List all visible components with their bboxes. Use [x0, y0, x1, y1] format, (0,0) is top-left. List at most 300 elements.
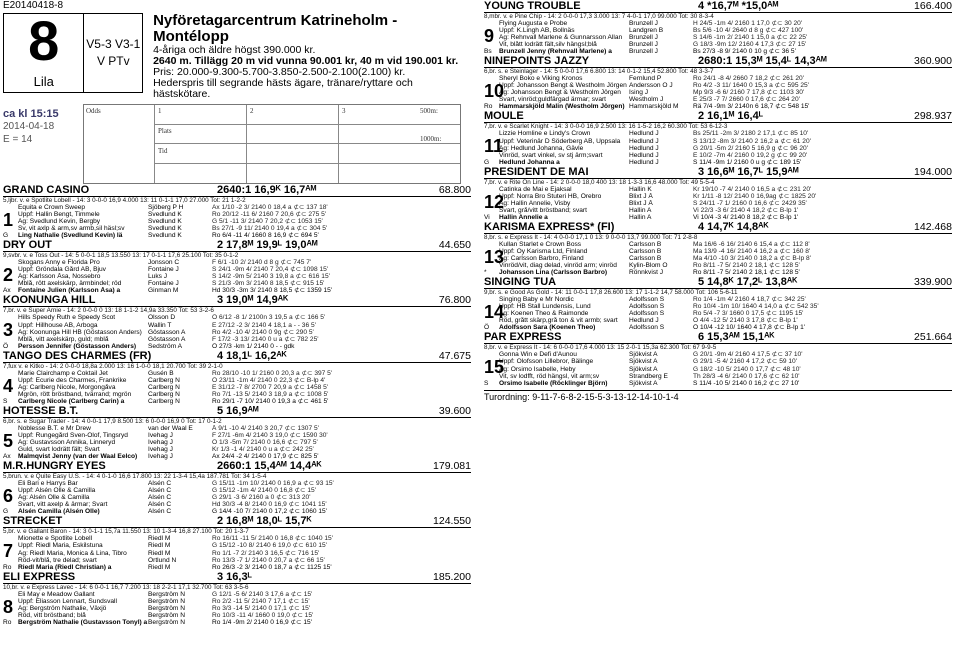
horse-start-number: 8 — [3, 596, 14, 617]
row-text: Äg: Orsimo Isabelle, Heby — [499, 365, 576, 373]
row-text: Uppf: Oy Karisma Ltd, Finland — [499, 247, 588, 255]
row-driver: Riedl M — [148, 542, 171, 550]
horse-info-row — [18, 329, 471, 336]
horse-earnings: 44.650 — [438, 239, 471, 252]
horse-name: DRY OUT — [3, 239, 52, 252]
row-result: Ro 8/11 -7 5/ 2140 2 18,1 ⊄⊂ 128 5' — [693, 262, 800, 270]
horse-info-row — [18, 487, 471, 494]
left-horse-list — [3, 185, 471, 626]
driver-name: Persson Jennifer (Göstasson Anders) — [18, 342, 137, 350]
row-text: Uppf: Riedl Maria, Eskilstuna — [18, 542, 103, 550]
row-result: Ö 10/4 -12 10/ 1640 4 17,8 ⊄⊂ B-lp 1' — [693, 324, 806, 332]
driver-name: Hammarskjöld Malin (Westholm Jörgen) — [499, 103, 625, 111]
horse-info-row — [18, 480, 471, 487]
row-driver: Adolfsson S — [629, 296, 665, 304]
row-result: Hd 30/3 -4 8/ 2140 0 16,9 ⊄⊂ 1041 15' — [212, 501, 327, 509]
row-result: Ö 6/12 -8 1/ 2100n 3 19,5 a ⊄⊂ 166 5' — [212, 314, 326, 322]
home-track: Ro — [484, 103, 493, 111]
horse-info-row — [499, 262, 952, 269]
row-driver: Göstasson A — [148, 335, 186, 343]
horse-info-row — [18, 273, 471, 280]
row-result: Rä 7/4 -9m 3/ 2140n 6 18,7 ⊄⊂ 548 15' — [693, 103, 810, 111]
row-text: Äg: Svedlund Kevin, Bergby — [18, 218, 101, 226]
driver-name: Adolfsson Sara (Koenen Theo) — [499, 324, 596, 332]
row-text: Äg: Riedl Maria, Monica & Lina, Tibro — [18, 549, 127, 557]
horse-info-row — [18, 432, 471, 439]
horse-records: 5 14,8ᴷ 17,2ᴸ 13,8ᴬᴷ — [698, 276, 798, 289]
row-text: Vinröd, svart vinkel, sv stj ärm;svart — [499, 151, 603, 159]
row-result: S 24/11 -7 1/ 2160 0 16,6 ⊄⊂ 2429 35' — [693, 199, 807, 207]
horse-header — [484, 277, 952, 289]
horse-pedigree-stats: 7,fux v. e Kitko - 14: 2 0-0-0 18,8a 2.000 13: 16 1-0-0 18,1 20.700 Tot: 39 2-1-0 — [3, 362, 223, 370]
row-driver: Hedlund J — [629, 151, 659, 159]
horse-driver-row — [3, 232, 471, 239]
horse-header — [3, 572, 471, 584]
row-result: Ro 1/4 -1m 4/ 2160 4 18,7 ⊄⊂ 342 25' — [693, 296, 806, 304]
horse-info-row — [18, 211, 471, 218]
horse-info-row — [499, 89, 952, 96]
row-driver: Andersson O J — [629, 82, 673, 90]
horse-driver-row — [3, 287, 471, 294]
horse-name: HOTESSE B.T. — [3, 404, 79, 417]
row-result: Ö 1/3 -5m 7/ 2140 0 16,6 ⊄⊂ 797 5' — [212, 439, 318, 447]
driver-name: Ling Nathalie (Svedlund Kevin) lä — [18, 232, 123, 240]
row-driver: Blixt J Å — [629, 199, 653, 207]
horse-records: 4 18,1ᴸ 16,2ᴬᴷ — [217, 349, 287, 362]
row-text: Uppf: Johansson Bengt & Westholm Jörgen — [499, 82, 627, 90]
row-result: Vi 10/4 -3 4/ 2140 8 18,2 ⊄⊂ B-lp 1' — [693, 213, 799, 221]
horse-driver-row — [3, 564, 471, 571]
row-result: F 17/2 -3 13/ 2140 0 u a ⊄⊂ 782 25' — [212, 335, 319, 343]
horse-earnings: 298.937 — [914, 110, 952, 123]
horse-info-row — [499, 207, 952, 214]
horse-records: 4 14,7ᴷ 14,8ᴬᴷ — [698, 220, 769, 233]
horse-info-row — [18, 550, 471, 557]
horse-start-number: 5 — [3, 430, 14, 451]
row-driver: Strandberg E — [629, 372, 668, 380]
horse-header — [484, 222, 952, 234]
race-date: 2014-04-18 — [3, 121, 55, 132]
row-text: Singing Baby e Mr Nordic — [499, 296, 574, 304]
row-driver: Ivehag J — [148, 453, 173, 461]
horse-earnings: 47.675 — [438, 349, 471, 362]
row-result: Hd 30/3 -3m 3/ 2140 8 18,5 ⊄⊂ 1359 15' — [212, 287, 333, 295]
horse-info-row — [18, 494, 471, 501]
row-result: G 29/1 -3 6/ 2160 a 0 ⊄⊂ 313 20' — [212, 494, 311, 502]
row-text: Uppf: Veterinär D Söderberg AB, Uppsala — [499, 137, 621, 145]
home-track: G — [484, 158, 490, 166]
horse-info-row — [18, 314, 471, 321]
horse-info-row — [499, 27, 952, 34]
row-result: Ma 16/6 -6 16/ 2140 6 15,4 a ⊄⊂ 112 8' — [693, 240, 810, 248]
horse-earnings: 39.600 — [438, 404, 471, 417]
row-driver: Blixt J Å — [629, 192, 653, 200]
notes-grid — [83, 104, 461, 184]
horse-pedigree-stats: 5,br. v. e Gallant Baron - 14: 3 0-1-1 15,7a 11.550 13: 10 1-3-4 16,8 27.100 Tot: 20 1-3-7 — [3, 528, 249, 536]
row-text: Hills Speedy Ruth e Speedy Scot — [18, 314, 116, 322]
horse-earnings: 185.200 — [433, 570, 471, 583]
row-result: Kr 1/11 -8 12/ 2140 0 16,9ag ⊄⊂ 1825 20' — [693, 192, 817, 200]
horse-start-number: 1 — [3, 210, 14, 230]
horse-name: KARISMA EXPRESS* (FI) — [484, 220, 615, 233]
row-driver: Adolfsson S — [629, 303, 665, 311]
row-text: Äg: Hedlund Johanna, Gävle — [499, 144, 584, 152]
horse-entry — [3, 240, 471, 294]
row-result: Kr 19/10 -7 4/ 2140 0 16,5 a ⊄⊂ 231 20' — [693, 185, 812, 193]
driver-name: Brunzell Jenny (Rehnvall Marlene) a — [499, 48, 612, 56]
horse-driver-row — [3, 398, 471, 405]
right-horse-list — [484, 1, 952, 387]
horse-driver-row — [3, 619, 471, 626]
horse-driver-row — [3, 508, 471, 515]
grid-col-3: 3 — [342, 107, 346, 115]
horse-info-row — [18, 598, 471, 605]
row-driver: Alsén C — [148, 487, 172, 495]
horse-info-row — [18, 542, 471, 549]
horse-earnings: 142.468 — [914, 220, 952, 233]
horse-earnings: 179.081 — [433, 460, 471, 473]
horse-entry — [484, 277, 952, 331]
home-track: S — [484, 379, 489, 387]
horse-records: 2 16,8ᴹ 18,0ᴸ 15,7ᴷ — [217, 515, 312, 528]
horse-info-row — [18, 377, 471, 384]
row-driver: Hedlund J — [629, 158, 659, 166]
horse-info-row — [18, 259, 471, 266]
horse-records: 3 19,0ᴹ 14,9ᴬᴷ — [217, 294, 289, 307]
horse-info-row — [18, 446, 471, 453]
row-driver: Örtlund N — [148, 556, 177, 564]
row-result: F 27/1 -6m 4/ 2140 3 19,0 ⊄⊂ 1590 30' — [212, 431, 328, 439]
horse-driver-row — [484, 159, 952, 166]
row-result: Ro 3/3 -14 5/ 2140 0 17,1 ⊄⊂ 15' — [212, 604, 311, 612]
horse-name: ELI EXPRESS — [3, 570, 76, 583]
row-driver: Adolfsson S — [629, 324, 665, 332]
row-driver: Gusén B — [148, 369, 174, 377]
row-driver: Carlberg N — [148, 390, 180, 398]
row-result: S 11/4 -10 5/ 2140 0 16,2 ⊄⊂ 27 10' — [693, 379, 800, 387]
horse-info-row — [499, 317, 952, 324]
horse-entry — [484, 167, 952, 221]
row-result: Ro 2/2 -11 5/ 2140 7 17,1 ⊄⊂ 15' — [212, 597, 310, 605]
horse-pedigree-stats: 7,br. v. e Rite On Line - 14: 2 0-0-0 18,0 400 13: 18 1-3-3 16,6 48.000 Tot: 49 5-5-4 — [484, 178, 715, 186]
horse-start-number: 10 — [484, 81, 505, 102]
row-text: Uppf: Olofsson Lillebror, Bälinge — [499, 358, 594, 366]
row-result: Ro 8/11 -7 5/ 2140 2 18,1 ⊄⊂ 128 5' — [693, 269, 800, 277]
row-text: Röd, grått skärp,grå ton & vit armb; svart — [499, 317, 618, 325]
game-type-v5: V5-3 V3-1 — [86, 37, 141, 51]
horse-pedigree-stats: 9,svbr. v. e Toss Out - 14: 5 0-0-1 18,5 13.550 13: 17 0-1-1 17,6 25.100 Tot: 35 0-1-2 — [3, 252, 239, 260]
horse-entry — [3, 351, 471, 405]
horse-driver-row — [3, 343, 471, 350]
row-text: Uppf: Hallin Bengt, Timmele — [18, 211, 100, 219]
row-driver: Carlsson B — [629, 247, 662, 255]
row-result: Å 9/1 -10 4/ 2140 3 20,7 ⊄⊂ 1307 5' — [212, 424, 319, 432]
horse-pedigree-stats: 7,br. v. e Super Arnie - 14: 2 0-0-0 0 13: 18 1-1-2 14,9a 33.350 Tot: 53 3-2-6 — [3, 307, 214, 315]
horse-info-row — [18, 425, 471, 432]
horse-info-row — [18, 557, 471, 564]
row-driver: Sjökvist A — [629, 351, 658, 359]
row-text: Äg: Karlsson Åsa, Nossebro — [18, 273, 101, 281]
grid-col-1: 1 — [158, 107, 162, 115]
horse-start-number: 9 — [484, 26, 495, 46]
horse-info-row — [18, 370, 471, 377]
horse-info-row — [499, 20, 952, 27]
row-text: Äg: Gustavsson Annika, Linneryd — [18, 439, 116, 447]
race-description — [143, 13, 471, 100]
row-result: Ax 1/10 -2 3/ 2140 0 18,4 a ⊄⊂ 137 18' — [212, 204, 328, 211]
row-result: Kr 1/3 -1 4/ 2140 0 u a ⊄⊂ 242 25' — [212, 446, 314, 454]
horse-earnings: 339.900 — [914, 276, 952, 289]
right-column — [484, 0, 952, 672]
row-result: Ma 13/9 -4 16/ 2140 4 16,2 a ⊄⊂ 160 8' — [693, 247, 811, 255]
horse-info-row — [499, 152, 952, 159]
row-result: Bs 25/11 -2m 3/ 2180 2 17,1 ⊄⊂ 85 10' — [693, 130, 809, 138]
row-text: Uppf: HB Stall Lundensis, Lund — [499, 303, 591, 311]
home-track: Bs — [484, 48, 492, 56]
home-track: G — [3, 232, 9, 240]
horse-earnings: 194.000 — [914, 165, 952, 178]
row-driver: Bergström N — [148, 590, 186, 598]
horse-records: 2 16,1ᴹ 16,4ᴸ — [698, 110, 764, 123]
row-result: G 29/1 -5 4/ 2160 4 17,2 ⊄⊂ 59 10' — [693, 358, 797, 366]
row-result: Th 28/3 -4 6/ 2140 0 17,6 ⊄⊂ 62 10' — [693, 372, 800, 380]
home-track: Ax — [3, 453, 11, 461]
row-result: Mp 9/3 -6 6/ 2160 7 17,8 ⊄⊂ 1103 30' — [693, 89, 805, 97]
horse-pedigree-stats: 5,brun. v. e Quite Easy U.S. - 14: 4 0-1-0 16,6 17.800 13: 22 1-3-4 15,4a 187.781 Tot: 34 1-5-4 — [3, 473, 267, 481]
horse-records: 6 15,3ᴬᴹ 15,1ᴬᴷ — [698, 331, 775, 344]
row-text: Marie Clairchamp e Coktail Jet — [18, 369, 108, 377]
horse-earnings: 166.400 — [914, 0, 952, 12]
horse-info-row — [499, 366, 952, 373]
row-text: Catinka de Mai e Ejaksal — [499, 185, 572, 193]
row-text: Äg: Koenen Theo & Raimonde — [499, 310, 589, 318]
horse-info-row — [499, 193, 952, 200]
row-driver: Sjöberg P H — [148, 204, 184, 211]
horse-name: M.R.HUNGRY EYES — [3, 460, 106, 473]
row-result: Ro 4/2 -10 4/ 2140 0 9g ⊄⊂ 290 5' — [212, 328, 314, 336]
row-driver: Hallin A — [629, 213, 652, 221]
horse-records: 2640:1 16,9ᴷ 16,7ᴬᴹ — [217, 184, 317, 196]
row-driver: Bergström N — [148, 611, 186, 619]
horse-driver-row — [484, 380, 952, 387]
row-text: Äg: Rehnvall Marlene & Gunnarsson Allan — [499, 34, 623, 42]
row-text: Äg: Carlsson Barbro, Finland — [499, 255, 584, 263]
horse-header — [3, 516, 471, 528]
horse-header — [3, 295, 471, 307]
row-driver: Carlberg N — [148, 383, 180, 391]
row-driver: Hallin A — [629, 206, 652, 214]
row-text: Flying Augusta e Probe — [499, 20, 568, 27]
horse-info-row — [499, 96, 952, 103]
horse-records: 5 16,9ᴬᴹ — [217, 404, 259, 417]
grid-500m: 500m: — [420, 107, 438, 115]
horse-entry — [3, 572, 471, 626]
row-result: Bs 5/6 -10 4/ 2640 d 8 g ⊄⊂ 427 100' — [693, 27, 804, 35]
race-prizes: Pris: 20.000-9.300-5.700-3.850-2.500-2.100(2.100) kr. — [153, 66, 406, 78]
horse-info-row — [499, 41, 952, 48]
horse-info-row — [18, 336, 471, 343]
row-text: Sheryl Boko e Viking Kronos — [499, 75, 583, 83]
horse-driver-row — [484, 214, 952, 221]
row-driver: Alsén C — [148, 494, 172, 502]
horse-info-row — [18, 218, 471, 225]
horse-pedigree-stats: 6,br. s. e Steinlager - 14: 5 0-0-0 17,6 6.800 13: 14 0-1-2 15,4 52.800 Tot: 48 3-3-7 — [484, 68, 714, 76]
home-track: Ro — [3, 618, 12, 626]
horse-start-number: 15 — [484, 357, 505, 378]
horse-info-row — [18, 266, 471, 273]
row-driver: Ivehag J — [148, 446, 173, 454]
row-driver: Brunzell J — [629, 41, 658, 49]
row-driver: Svedlund K — [148, 232, 182, 240]
horse-entry — [484, 222, 952, 276]
row-result: E 25/3 -7 7/ 2660 0 17,6 ⊄⊂ 264 20' — [693, 96, 800, 104]
row-result: Ro 20/12 -11 6/ 2160 7 20,6 ⊄⊂ 275 5' — [212, 211, 327, 219]
row-driver: Riedl M — [148, 563, 171, 571]
horse-start-number: 2 — [3, 265, 14, 286]
row-text: Uppf: Hillhouse AB, Arboga — [18, 321, 98, 329]
row-result: S 21/3 -9m 3/ 2140 8 18,5 ⊄⊂ 915 15' — [212, 280, 325, 288]
horse-pedigree-stats: 10,br. v. e Express Lavec - 14: 6 0-0-1 16,7 7.200 13: 18 2-2-1 17,1 32.700 Tot: 63 3-5-6 — [3, 583, 249, 591]
driver-name: Alsén Camilla (Alsén Olle) — [18, 508, 100, 516]
row-driver: Svedlund K — [148, 218, 182, 226]
row-text: Mionette e Spotlite Lobell — [18, 535, 93, 543]
horse-header — [484, 111, 952, 123]
horse-info-row — [499, 34, 952, 41]
horse-info-row — [18, 225, 471, 232]
row-driver: Sjökvist A — [629, 379, 658, 387]
row-text: Vit, sv lodfft, röd hängsl, vit arm;sv — [499, 372, 600, 380]
horse-name: SINGING TUA — [484, 276, 557, 289]
row-result: H 24/5 -1m 4/ 2160 1 17,0 ⊄⊂ 30 20' — [693, 20, 803, 27]
row-driver: Hallin K — [629, 185, 652, 193]
row-driver: Svedlund K — [148, 211, 182, 219]
race-code: E20140418-8 — [3, 0, 64, 11]
row-driver: Alsén C — [148, 480, 172, 488]
race-header — [3, 9, 471, 100]
horse-driver-row — [484, 324, 952, 331]
horse-records: 2660:1 15,4ᴬᴹ 14,4ᴬᴷ — [217, 460, 322, 473]
home-track: G — [3, 508, 9, 516]
game-types-box — [84, 13, 143, 93]
row-text: Svart, grå/vitt bröstband; svart — [499, 206, 587, 214]
horse-start-number: 3 — [3, 320, 14, 341]
row-driver: Göstasson A — [148, 328, 186, 336]
row-driver: Carlberg N — [148, 376, 180, 384]
row-result: E 27/12 -2 3/ 2140 4 18,1 a - - 36 5' — [212, 321, 316, 329]
horse-info-row — [499, 82, 952, 89]
horse-entry — [3, 406, 471, 460]
horse-name: NINEPOINTS JAZZY — [484, 55, 590, 68]
horse-entry — [484, 1, 952, 55]
row-driver: Westholm J — [629, 96, 664, 104]
row-result: Vi 22/3 -3 6/ 2140 4 18,2 ⊄⊂ B-lp 1' — [693, 206, 799, 214]
driver-name: Bergström Nathalie (Gustavsson Tonyl) a — [18, 618, 148, 626]
row-driver: Riedl M — [148, 535, 171, 543]
row-result: Ro 24/1 -8 4/ 2660 7 18,2 ⊄⊂ 261 20' — [693, 75, 804, 83]
horse-driver-row — [484, 48, 952, 55]
row-driver: Wallin T — [148, 321, 172, 329]
horse-info-row — [499, 200, 952, 207]
race-honor-prize: Hederspris till segrande hästs ägare, tränare/ryttare och hästskötare. — [153, 77, 413, 100]
row-result: G 5/1 -11 3/ 2140 7 20,2 ⊄⊂ 1053 15' — [212, 218, 323, 226]
row-driver: Olsson D — [148, 314, 176, 322]
row-driver: Jonsson C — [148, 259, 180, 267]
horse-start-number: 4 — [3, 375, 14, 396]
horse-name: PRESIDENT DE MAI — [484, 165, 589, 178]
row-result: F 6/1 -10 2/ 2140 d 8 g ⊄⊂ 745 7' — [212, 259, 312, 267]
row-driver: Svedlund K — [148, 225, 182, 233]
row-text: Vinröd/vit, diag delad, vinröd arm; vinröd — [499, 262, 617, 270]
horse-records: 2680:1 15,3ᴹ 15,4ᴸ 14,3ᴬᴹ — [698, 55, 827, 68]
horse-earnings: 251.664 — [914, 331, 952, 344]
row-driver: Bergström N — [148, 618, 186, 626]
row-driver: Brunzell J — [629, 48, 658, 56]
driver-name: Hallin Annelie a — [499, 213, 548, 221]
row-text: Guld, svart lodrätt fält; Svart — [18, 446, 100, 454]
row-driver: Sedström A — [148, 342, 183, 350]
horse-driver-row — [484, 269, 952, 276]
row-text: Vit, blått lodrätt fält,silv hängsl;blå — [499, 41, 597, 49]
horse-entry — [484, 111, 952, 165]
horse-entry — [3, 461, 471, 515]
row-text: Eli May e Meadow Gallant — [18, 590, 95, 598]
horse-info-row — [499, 186, 952, 193]
row-text: Uppf: Rungegård Sven-Olof, Tingsryd — [18, 431, 128, 439]
row-result: Ro 13/3 -7 1/ 2140 0 20,7 a ⊄⊂ 66 15' — [212, 556, 325, 564]
row-result: G 15/12 -1m 4/ 2140 0 16,8 ⊄⊂ 15' — [212, 487, 316, 495]
row-result: Bs 27/1 -9 11/ 2140 0 19,4 a ⊄⊂ 304 5' — [212, 225, 328, 233]
row-text: Sv, vit axlp & arm,sv armb,sil häsl;sv — [18, 225, 125, 233]
row-result: Ro 1/4 -9m 2/ 2140 0 16,9 ⊄⊂ 15' — [212, 618, 312, 626]
row-result: G 20/1 -5m 2/ 2160 5 16,9 g ⊄⊂ 96 20' — [693, 144, 808, 152]
driver-name: Fontaine Julien (Karlsson Åsa) a — [18, 287, 121, 295]
horse-driver-row — [3, 453, 471, 460]
row-result: G 20/1 -9m 4/ 2160 4 17,5 ⊄⊂ 37 10' — [693, 351, 803, 359]
row-text: Svart, vitt axelp & ärmar; Svart — [18, 501, 108, 509]
row-result: Ro 10/3 -11 4/ 1660 0 19,0 ⊄⊂ 15' — [212, 611, 314, 619]
horse-header — [3, 351, 471, 363]
horse-name: KOONUNGA HILL — [3, 294, 96, 307]
draw-order: Turordning: 9-11-7-6-8-2-15-5-3-13-12-14-10-1-4 — [484, 390, 952, 402]
horse-info-row — [18, 204, 471, 211]
row-text: Mblå, vitt axelskärp, guld; mblå — [18, 335, 109, 343]
row-result: Ro 4/2 -3 11/ 1640 0 15,3 a ⊄⊂ 595 25' — [693, 82, 809, 90]
row-text: Equita e Crown Sweep — [18, 204, 86, 211]
horse-info-row — [499, 248, 952, 255]
row-result: Ro 5/4 -7 3/ 1660 0 17,5 ⊄⊂ 1195 15' — [693, 310, 804, 318]
race-meta — [3, 104, 471, 184]
horse-info-row — [499, 310, 952, 317]
horse-records: 2 17,8ᴹ 19,9ᴸ 19,0ᴬᴹ — [217, 239, 318, 252]
row-driver: Fontaine J — [148, 266, 179, 274]
row-text: Kullan Starlet e Crown Boss — [499, 240, 582, 248]
row-result: S 11/4 -9m 1/ 2160 0 u g ⊄⊂ 189 15' — [693, 158, 802, 166]
row-driver: Sjökvist A — [629, 358, 658, 366]
horse-entry — [3, 185, 471, 239]
row-result: Ro 29/1 -7 10/ 2140 0 19,3 a ⊄⊂ 461 5' — [212, 397, 329, 405]
horse-header — [3, 185, 471, 197]
horse-info-row — [499, 130, 952, 137]
row-driver: Fontaine J — [148, 280, 179, 288]
horse-header — [484, 56, 952, 68]
row-driver: Carlsson B — [629, 255, 662, 263]
row-result: Ö 23/11 -1m 4/ 2140 0 22,3 ⊄⊂ B-lp 4' — [212, 376, 326, 384]
horse-pedigree-stats: 8,br. v. e Express It - 14: 6 0-0-0 17,6 4.000 13: 15 2-0-1 15,3a 62.300 Tot: 67 9-9-5 — [484, 344, 717, 352]
horse-info-row — [499, 255, 952, 262]
horse-info-row — [499, 241, 952, 248]
row-driver: Fernlund P — [629, 75, 662, 83]
horse-pedigree-stats: 9,br. s. e Good As Gold - 14: 11 0-0-1 17,8 26.600 13: 17 1-1-2 14,7 58.000 Tot: 106 5-6-11 — [484, 289, 738, 297]
